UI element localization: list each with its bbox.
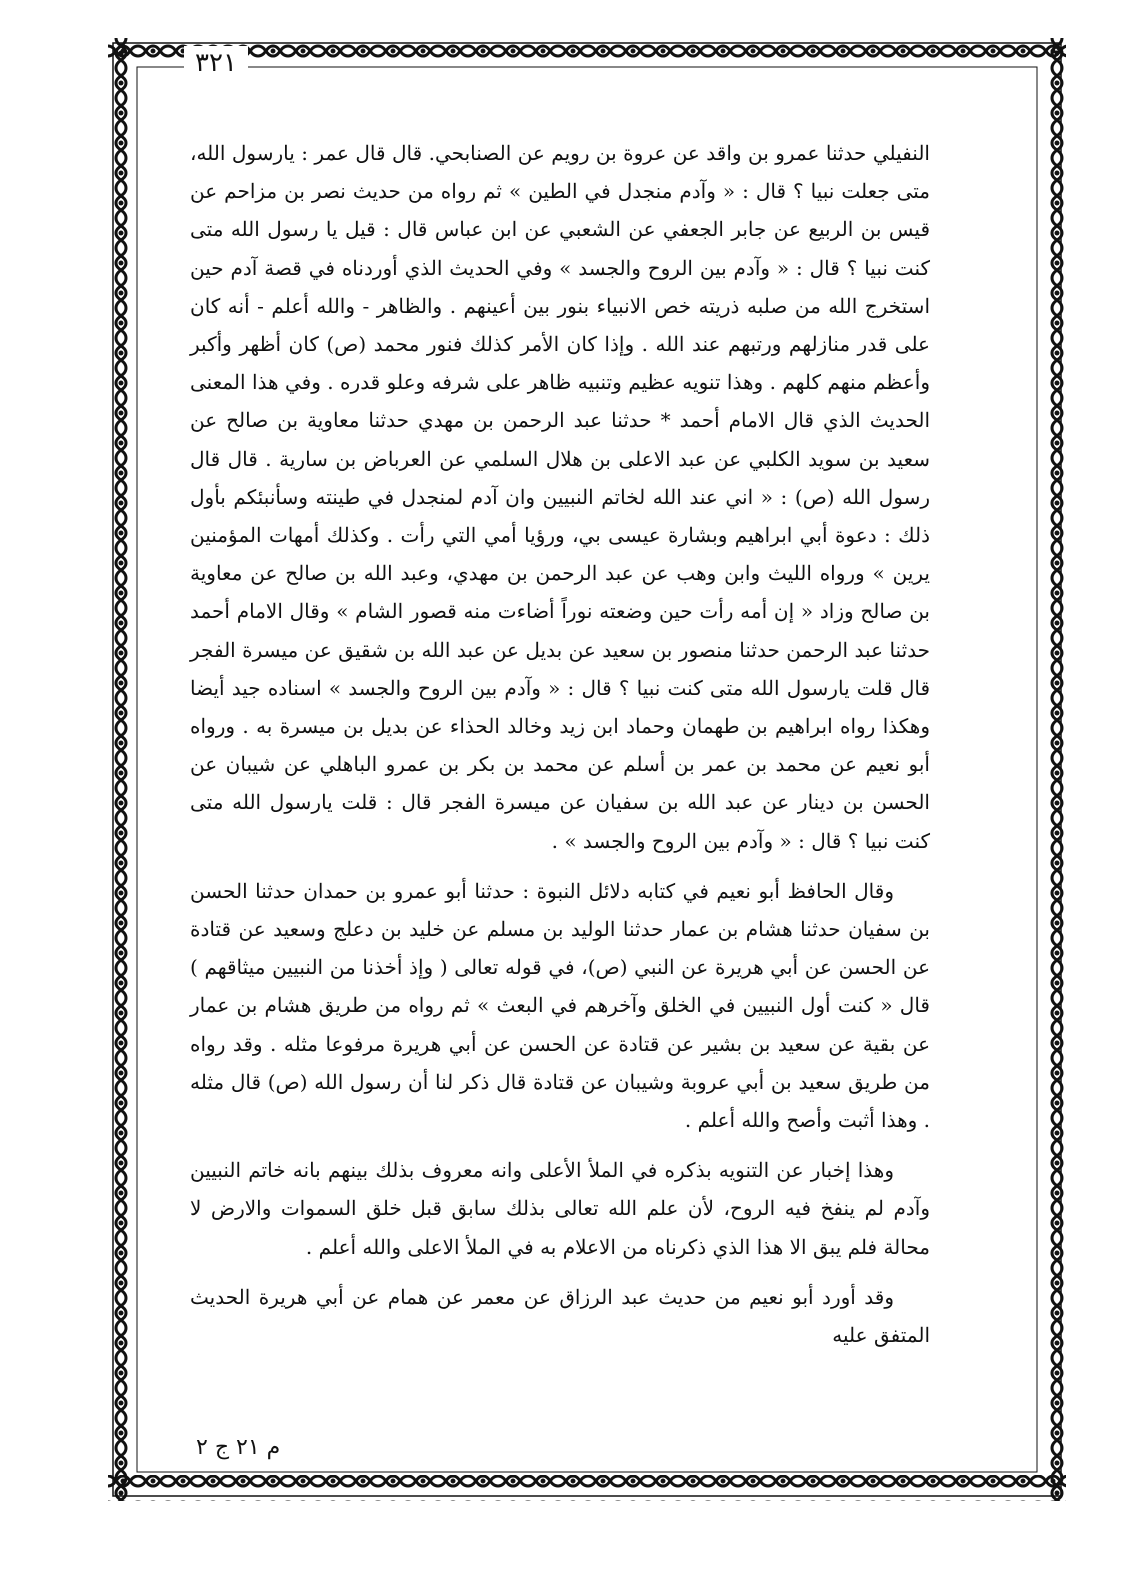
- body-text: [190, 134, 930, 1366]
- signature-mark: م ٢١ ج ٢: [196, 1435, 281, 1460]
- paragraph: النفيلي حدثنا عمرو بن واقد عن عروة بن رويم عن الصنابحي. قال قال عمر : يارسول الله، متى جعلت نبيا ؟ قال : « وآدم منجدل في الطين » ثم رواه من حديث نصر بن مزاحم عن قيس بن الربيع عن جابر الجعفي عن الشعبي عن ابن عباس قال : قيل يا رسول الله متى كنت نبيا ؟ قال : « وآدم بين الروح والجسد » وفي الحديث الذي أوردناه في قصة آدم حين استخرج الله من صلبه ذريته خص الانبياء بنور بين أعينهم . والظاهر - والله أعلم - أنه كان على قدر منازلهم ورتبهم عند الله . وإذا كان الأمر كذلك فنور محمد (ص) كان أظهر وأكبر وأعظم منهم كلهم . وهذا تنويه عظيم وتنبيه ظاهر على شرفه وعلو قدره . وفي هذا المعنى الحديث الذي قال الامام أحمد * حدثنا عبد الرحمن بن مهدي حدثنا معاوية بن صالح عن سعيد بن سويد الكلبي عن عبد الاعلى بن هلال السلمي عن العرباض بن سارية . قال قال رسول الله (ص) : « اني عند الله لخاتم النبيين وان آدم لمنجدل في طينته وسأنبئكم بأول ذلك : دعوة أبي ابراهيم وبشارة عيسى بي، ورؤيا أمي التي رأت . وكذلك أمهات المؤمنين يرين » ورواه الليث وابن وهب عن عبد الرحمن بن مهدي، وعبد الله بن صالح عن معاوية بن صالح وزاد « إن أمه رأت حين وضعته نوراً أضاءت منه قصور الشام » وقال الامام أحمد حدثنا عبد الرحمن حدثنا منصور بن سعيد عن بديل عن عبد الله بن شقيق عن ميسرة الفجر قال قلت يارسول الله متى كنت نبيا ؟ قال : « وآدم بين الروح والجسد » اسناده جيد أيضا وهكذا رواه ابراهيم بن طهمان وحماد ابن زيد وخالد الحذاء عن بديل بن ميسرة به . ورواه أبو نعيم عن محمد بن عمر بن أسلم عن محمد بن بكر بن عمرو الباهلي عن شيبان عن الحسن بن دينار عن عبد الله بن سفيان عن ميسرة الفجر قال : قلت يارسول الله متى كنت نبيا ؟ قال : « وآدم بين الروح والجسد » .: [190, 141, 930, 853]
- paragraph: وقد أورد أبو نعيم من حديث عبد الرزاق عن معمر عن همام عن أبي هريرة الحديث المتفق عليه: [190, 1284, 930, 1348]
- paragraph: وهذا إخبار عن التنويه بذكره في الملأ الأعلى وانه معروف بذلك بينهم بانه خاتم النبيين وآدم لم ينفخ فيه الروح، لأن علم الله تعالى بذلك سابق قبل خلق السموات والارض لا محالة فلم يبق الا هذا الذي ذكرناه من الاعلام به في الملأ الاعلى والله أعلم .: [190, 1158, 930, 1259]
- page-number: ٣٢١: [184, 46, 248, 80]
- paragraph: وقال الحافظ أبو نعيم في كتابه دلائل النبوة : حدثنا أبو عمرو بن حمدان حدثنا الحسن بن سفيان حدثنا هشام بن عمار حدثنا الوليد بن مسلم عن خليد بن دعلج وسعيد عن قتادة عن الحسن عن أبي هريرة عن النبي (ص)، في قوله تعالى ( وإذ أخذنا من النبيين ميثاقهم ) قال « كنت أول النبيين في الخلق وآخرهم في البعث » ثم رواه من طريق هشام بن عمار عن بقية عن سعيد بن بشير عن قتادة عن الحسن عن أبي هريرة مرفوعا مثله . وقد رواه من طريق سعيد بن أبي عروبة وشيبان عن قتادة قال ذكر لنا أن رسول الله (ص) قال مثله . وهذا أثبت وأصح والله أعلم .: [190, 878, 931, 1133]
